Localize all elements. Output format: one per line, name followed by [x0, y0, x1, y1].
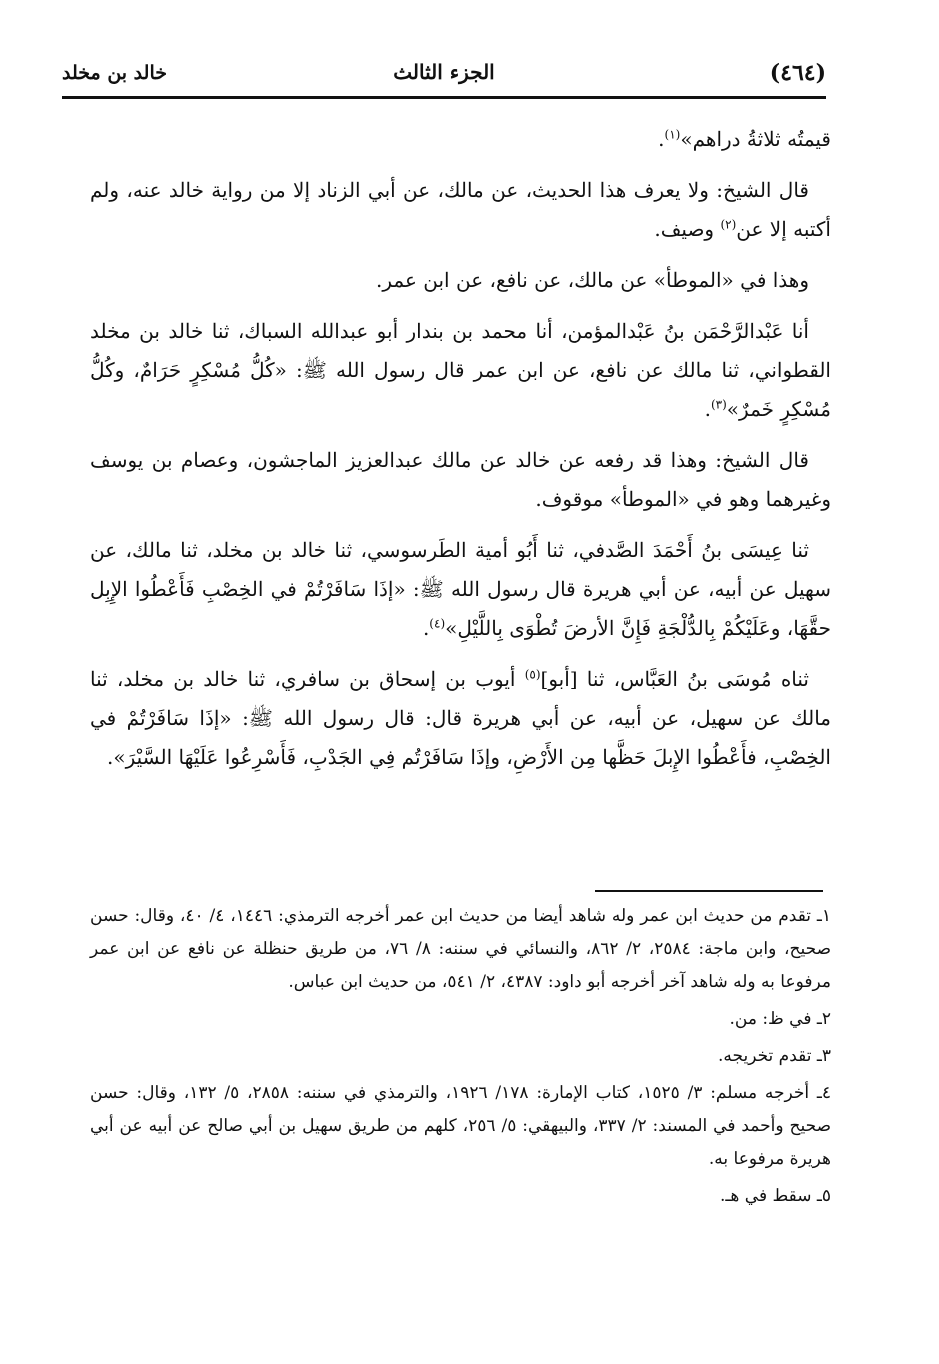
footnote-ref: (٢) — [720, 217, 737, 232]
paragraph: قال الشيخ: وهذا قد رفعه عن خالد عن مالك عبدالعزيز الماجشون، وعصام بن يوسف وغيرهما وهو في «الموطأ» موقوف. — [90, 448, 831, 511]
footnote: ١ـ تقدم من حديث ابن عمر وله شاهد أيضا من حديث ابن عمر أخرجه الترمذي: ١٤٤٦، ٤/ ٤٠، وقال: حسن صحيح، وابن ماجة: ٢٥٨٤، ٢/ ٨٦٢، والنسائي في سننه: ٨/ ٧٦، من طريق حنظلة عن نافع عن ابن عمر مرفوعا به وله شاهد آخر أخرجه أبو داود: ٤٣٨٧، ٢/ ٥٤١، من حديث ابن عباس. — [90, 906, 832, 992]
footnote: ٤ـ أخرجه مسلم: ٣/ ١٥٢٥، كتاب الإمارة: ١٧٨/ ١٩٢٦، والترمذي في سننه: ٢٨٥٨، ٥/ ١٣٢، وقال: حسن صحيح وأحمد في المسند: ٢/ ٣٣٧، والبيهقي: ٥/ ٢٥٦، كلهم من طريق سهيل بن أبي صالح عن أبيه عن أبي هريرة مرفوعا به. — [90, 1083, 832, 1169]
paragraph: قيمتُه ثلاثةُ دراهم»$^{(١)}$. — [658, 127, 831, 151]
footnote-ref: (٤) — [429, 616, 446, 631]
paragraph: ثناه مُوسَى بنُ العَبَّاس، ثنا [أبو]$^{(٥)}$ أيوب بن إسحاق بن سافري، ثنا خالد بن مخلد، ثنا مالك عن سهيل، عن أبيه، عن أبي هريرة قال: قال رسول الله ﷺ: «إذَا سَافَرْتُمْ في الخِصْبِ، فأَعْطُوا الإِبلَ حَظَّها مِن الأَرْضِ، وإذَا سَافَرْتُم فِي الجَدْبِ، فَأَسْرِعُوا عَلَيْهَا السَّيْرَ». — [90, 667, 831, 769]
footnote-ref: (٥) — [524, 667, 541, 682]
paragraph: وهذا في «الموطأ» عن مالك، عن نافع، عن ابن عمر. — [376, 268, 809, 292]
footnote: ٢ـ في ظ: من. — [729, 1009, 831, 1029]
main-text — [90, 120, 831, 789]
footnotes — [90, 900, 831, 1217]
paragraph: قال الشيخ: ولا يعرف هذا الحديث، عن مالك، عن أبي الزناد إلا من رواية خالد عنه، ولم أكتبه إلا عن$^{(٢)}$ وصيف. — [90, 178, 831, 241]
running-title: خالد بن مخلد — [62, 62, 167, 84]
footnote-separator — [595, 890, 823, 892]
paragraph: أنا عَبْدالرَّحْمَن بنُ عَبْدالمؤمن، أنا محمد بن بندار أبو عبدالله السباك، ثنا خالد بن مخلد القطواني، ثنا مالك عن نافع، عن ابن عمر قال رسول الله ﷺ: «كُلُّ مُسْكِرٍ حَرَامٌ، وكُلُّ مُسْكِرٍ خَمرٌ»$^{(٣)}$. — [90, 319, 831, 421]
page-number: (٤٦٤) — [769, 60, 826, 86]
footnote-ref: (٣) — [710, 397, 727, 412]
footnote-ref: (١) — [664, 127, 681, 142]
part-title: الجزء الثالث — [393, 60, 495, 84]
footnote: ٥ـ سقط في هـ. — [720, 1186, 831, 1206]
footnote: ٣ـ تقدم تخريجه. — [717, 1046, 831, 1066]
page-header — [62, 56, 826, 99]
paragraph: ثنا عِيسَى بنُ أَحْمَدَ الصَّدفي، ثنا أَبُو أمية الطَرسوسي، ثنا خالد بن مخلد، ثنا مالك، عن سهيل عن أبيه، عن أبي هريرة قال رسول الله ﷺ: «إذَا سَافَرْتُمْ في الخِصْبِ فَأَعْطُوا الإِبِل حقَّهَا، وعَلَيْكُمْ بِالدُّلْجَةِ فَإِنَّ الأرضَ تُطْوَى بِاللَّيْلِ»$^{(٤)}$. — [90, 538, 831, 640]
